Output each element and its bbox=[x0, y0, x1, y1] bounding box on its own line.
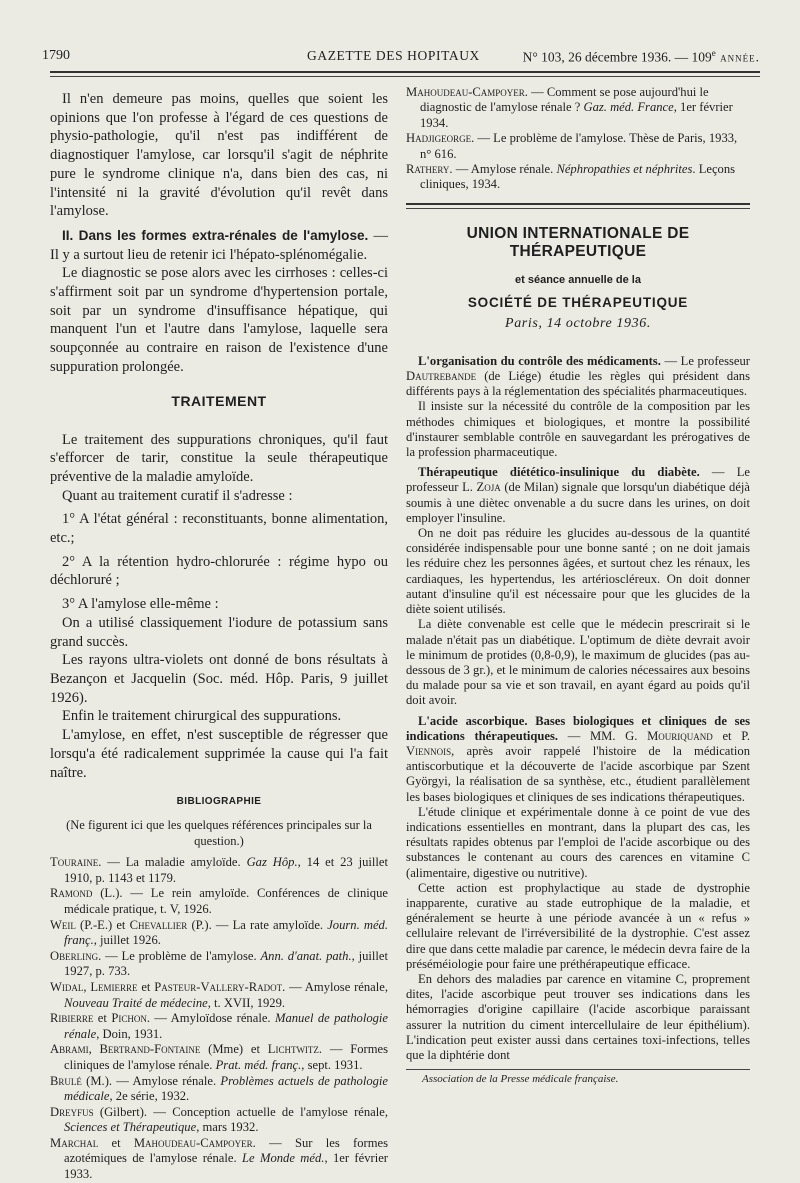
bib-entry: Brulé (M.). — Amylose rénale. Problèmes actuels de pathologie médicale, 2e série, 1932. bbox=[50, 1073, 388, 1104]
section-2-text: — Il y a surtout lieu de retenir ici l'hépato-splénomégalie. bbox=[50, 227, 388, 263]
right-column bbox=[406, 85, 750, 1085]
section-2-paragraph-2: Le diagnostic se pose alors avec les cirrhoses : celles-ci s'affirment soit par un syndrome d'hypertension portale, soit par un syndrome d'insuffisance hépatique, qui manquent l'un et l'autre dans l'amylose, laquelle sera soupçonnée au contraire en raison de l'existence d'une suppuration prolongée. bbox=[50, 265, 388, 375]
seance-line: et séance annuelle de la bbox=[515, 273, 641, 286]
bibliography-note: (Ne figurent ici que les quelques références principales sur la question.) bbox=[66, 818, 372, 849]
traitement-p3: On a utilisé classiquement l'iodure de potassium sans grand succès. bbox=[50, 614, 388, 650]
bib-entry-continued: Mahoudeau-Campoyer. — Comment se pose aujourd'hui le diagnostic de l'amylose rénale ? Gaz. méd. France, 1er février 1934. bbox=[406, 85, 733, 130]
issue-info bbox=[523, 48, 760, 66]
left-column bbox=[50, 90, 388, 1183]
bib-entry: Abrami, Bertrand-Fontaine (Mme) et Lichtwitz. — Formes cliniques de l'amylose rénale. Prat. méd. franç., sept. 1931. bbox=[50, 1042, 388, 1072]
issue-sup: e bbox=[711, 48, 716, 58]
footer-rule bbox=[406, 1069, 750, 1070]
article-ascorbique-p4: En dehors des maladies par carence en vitamine C, proprement dites, l'acide ascorbique peut trouver ses indications dans les hémorragies d'origine capillaire (l'acide ascorbique paraissant assurer la nutrition du ciment intercellulaire de leur épithélium). L'indication peut exister aussi dans certaines toxi-infections, telles que la diphtérie dont bbox=[406, 971, 750, 1062]
bib-entry-continued: Rathery. — Amylose rénale. Néphropathies et néphrites. Leçons cliniques, 1934. bbox=[406, 162, 736, 192]
article-controle: L'organisation du contrôle des médicaments. — Le professeur Dautrebande (de Liége) étudie les règles qui président dans différents pays à la réglementation des spécialités pharmaceutiques. bbox=[406, 353, 751, 399]
traitement-item-1: 1° A l'état général : reconstituants, bonne alimentation, etc.; bbox=[50, 511, 388, 547]
union-title: UNION INTERNATIONALE DE THÉRAPEUTIQUE bbox=[466, 224, 690, 260]
footer-note: Association de la Presse médicale française. bbox=[422, 1073, 619, 1086]
article-ascorbique: L'acide ascorbique. Bases biologiques et cliniques de ses indications thérapeutiques. — MM. G. Mouriquand et P. Viennois, après avoir rappelé l'histoire de la médication antiscorbutique et la découverte de l'acide ascorbique par Szent Györgyi, la réalisation de sa synthèse, etc., étudient parallèlement les bases biologiques et cliniques de ses indications thérapeutiques. bbox=[406, 713, 750, 804]
section-rule bbox=[406, 203, 750, 205]
bib-entry: Ramond (L.). — Le rein amyloïde. Conférences de clinique médicale pratique, t. V, 1926. bbox=[50, 886, 388, 916]
bibliography-title: BIBLIOGRAPHIE bbox=[176, 796, 262, 808]
page-number: 1790 bbox=[42, 48, 70, 63]
article-diabete-p3: La diète convenable est celle que le médecin prescrirait si le malade n'était pas un diabétique. L'optimum de diète devrait avoir le minimum de protides (0,8-0,9), le maximum de glucides (pas au-dessous de 3 gr.), et le minimum de calories nécessaires aux besoins du malade pour sa vie et son travail, en ayant égard au poids qu'il doit avoir. bbox=[406, 617, 750, 708]
bib-entry: Dreyfus (Gilbert). — Conception actuelle de l'amylose rénale, Sciences et Thérapeutique, mars 1932. bbox=[50, 1104, 388, 1135]
societe-title: SOCIÉTÉ DE THÉRAPEUTIQUE bbox=[467, 294, 689, 310]
traitement-p2: Quant au traitement curatif il s'adresse : bbox=[62, 487, 293, 504]
bib-entry: Ribierre et Pichon. — Amyloïdose rénale. Manuel de pathologie rénale, Doin, 1931. bbox=[50, 1011, 389, 1041]
section-2-paragraph bbox=[50, 227, 388, 264]
dateline: Paris, 14 octobre 1936. bbox=[505, 315, 651, 331]
traitement-item-2: 2° A la rétention hydro-chlorurée : régime hypo ou déchloruré ; bbox=[50, 553, 388, 589]
bib-entry: Oberling. — Le problème de l'amylose. Ann. d'anat. path., juillet 1927, p. 733. bbox=[50, 948, 388, 979]
traitement-p1: Le traitement des suppurations chroniques, qu'il faut s'efforcer de tarir, constitue la seule thérapeutique préventive de la maladie amyloïde. bbox=[50, 431, 388, 485]
section-rule-thin bbox=[406, 208, 750, 209]
traitement-p4: Les rayons ultra-violets ont donné de bons résultats à Bezançon et Jacquelin (Soc. méd. Hôp. Paris, 9 juillet 1926). bbox=[50, 652, 388, 706]
traitement-item-3: 3° A l'amylose elle-même : bbox=[62, 596, 219, 613]
traitement-title: TRAITEMENT bbox=[171, 392, 267, 409]
section-2-heading: II. Dans les formes extra-rénales de l'amylose. bbox=[62, 227, 369, 243]
issue-number: N° 103, 26 décembre 1936. — 109 bbox=[522, 49, 712, 65]
article-ascorbique-p2: L'étude clinique et expérimentale donne à ce point de vue des indications essentielles en montrant, dans la plupart des cas, les résultats rapides obtenus par l'emploi de l'acide ascorbique ou des substances le contenant au cours des carences en vitamine C (alimentaire, digestive ou nutritive). bbox=[406, 804, 750, 880]
bib-entry: Widal, Lemierre et Pasteur-Vallery-Radot. — Amylose rénale, Nouveau Traité de médecine, t. XVII, 1929. bbox=[50, 979, 388, 1010]
traitement-p5: Enfin le traitement chirurgical des suppurations. bbox=[62, 708, 342, 725]
bib-entry-continued: Hadjigeorge. — Le problème de l'amylose. Thèse de Paris, 1933, n° 616. bbox=[406, 131, 738, 161]
article-diabete: Thérapeutique diétético-insulinique du diabète. — Le professeur L. Zoja (de Milan) signale que lorsqu'un diabétique déjà soumis à une diètec onvenable a du sucre dans les urines, on doit employer l'insuline. bbox=[406, 465, 751, 525]
intro-paragraph: Il n'en demeure pas moins, quelles que soient les opinions que l'on professe à l'égard de ces questions de physio-pathologie, qu'il n'est pas indifférent de diagnostiquer l'amylose, car lorsqu'il s'agit de néphrite pure le syndrome clinique n'a, dans bien des cas, ni l'intensité ni la gravité d'évolution qu'il revêt dans l'amylose. bbox=[50, 91, 388, 220]
running-header bbox=[42, 48, 760, 68]
traitement-p6: L'amylose, en effet, n'est susceptible de régresser que lorsqu'a été radicalement supprimée la cause qui l'a fait naître. bbox=[50, 727, 388, 781]
article-diabete-p2: On ne doit pas réduire les glucides au-dessous de la quantité considérée indispensable pour une bonne santé ; on ne doit jamais les réduire chez les personnes âgées, et surtout chez les rénaux, les cardiaques, les hypertendus, les artérioscléreux. On doit donner autant d'insuline qu'il est nécessaire pour que les glucides de la diète soient utilisés. bbox=[406, 526, 750, 617]
header-rule bbox=[50, 71, 760, 73]
header-rule-thin bbox=[50, 76, 760, 77]
bib-entry: Marchal et Mahoudeau-Campoyer. — Sur les formes azotémiques de l'amylose rénale. Le Monde méd., 1er février 1933. bbox=[50, 1135, 388, 1182]
bib-entry: Weil (P.-E.) et Chevallier (P.). — La rate amyloïde. Journ. méd. franç., juillet 1926. bbox=[50, 917, 389, 948]
bib-entry: Touraine. — La maladie amyloïde. Gaz Hôp., 14 et 23 juillet 1910, p. 1143 et 1179. bbox=[50, 855, 388, 885]
journal-title: GAZETTE DES HOPITAUX bbox=[307, 48, 480, 63]
issue-year: année. bbox=[715, 49, 760, 65]
article-ascorbique-p3: Cette action est prophylactique au stade de dystrophie inapparente, curative au stade eutrophique de la maladie, et généralement se heurte à une période avancée à un « refus » cellulaire relevant de l'irréversibilité de la dystrophie. C'est assez dire que dans cette maladie par carence, le médecin devra faire de la préséméiologie pour faire une préthérapeutique efficace. bbox=[406, 880, 750, 971]
article-controle-p2: Il insiste sur la nécessité du contrôle de la composition par les méthodes chimiques et biologiques, et montre la possibilité d'instaurer semblable contrôle en sauvegardant les prérogatives de la profession pharmaceutique. bbox=[406, 399, 750, 460]
